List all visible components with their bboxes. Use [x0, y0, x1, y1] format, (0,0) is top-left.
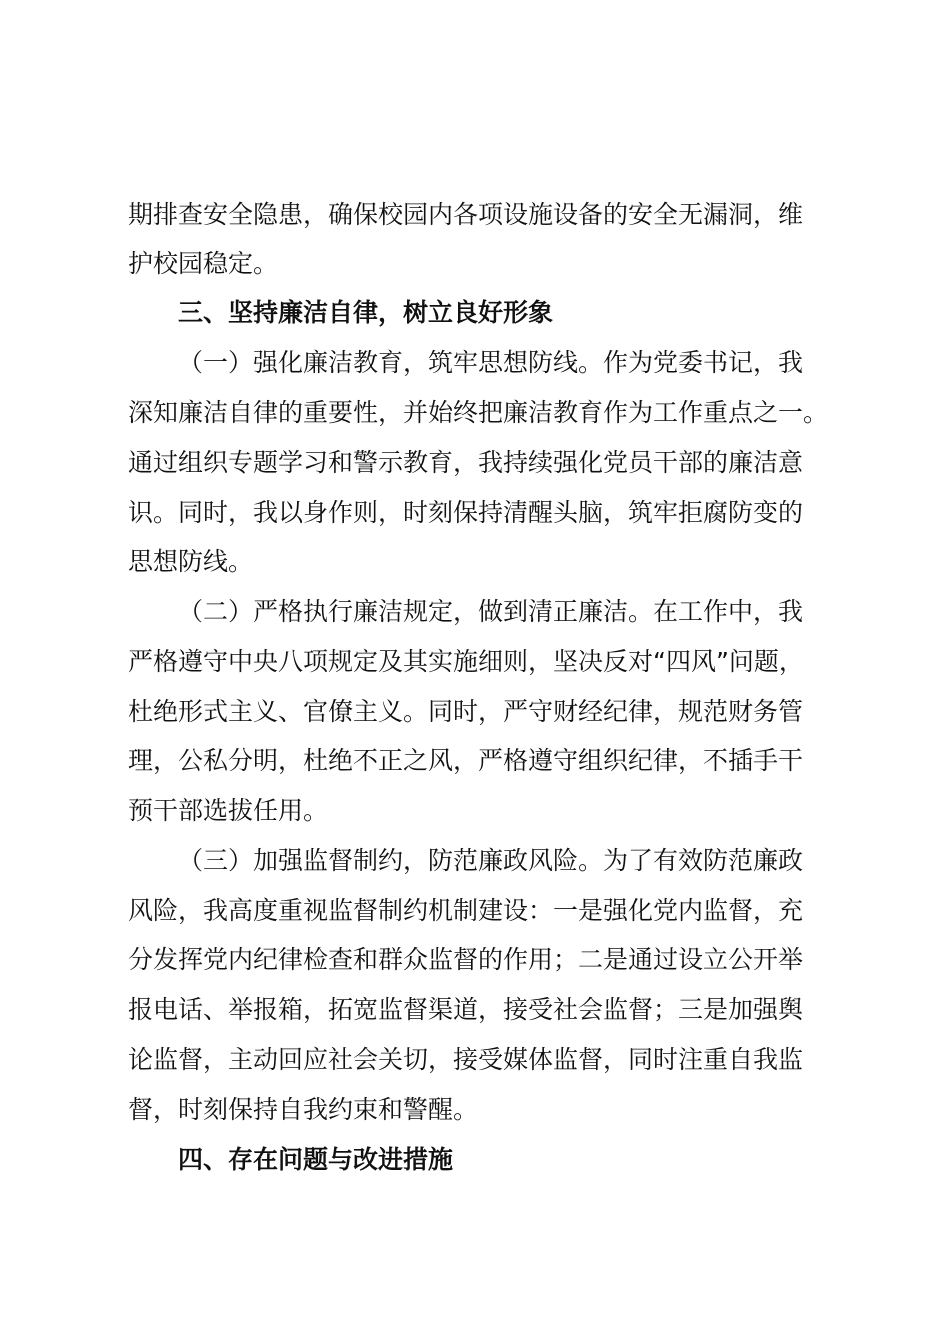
paragraph-line: 报电话、举报箱，拓宽监督渠道，接受社会监督；三是加强舆: [128, 995, 804, 1024]
paragraph-line: 通过组织专题学习和警示教育，我持续强化党员干部的廉洁意: [128, 448, 804, 477]
paragraph-line: 严格遵守中央八项规定及其实施细则，坚决反对“四风”问题，: [128, 647, 804, 676]
paragraph-line: （一）强化廉洁教育，筑牢思想防线。作为党委书记，我: [178, 348, 804, 377]
paragraph-line: 护校园稳定。: [128, 249, 279, 278]
paragraph-line: 预干部选拔任用。: [128, 796, 329, 825]
paragraph-line: 分发挥党内纪律检查和群众监督的作用；二是通过设立公开举: [128, 945, 804, 974]
paragraph-line: 理，公私分明，杜绝不正之风，严格遵守组织纪律，不插手干: [128, 746, 804, 775]
section-heading: 三、坚持廉洁自律，树立良好形象: [178, 298, 554, 327]
paragraph-line: 思想防线。: [128, 547, 254, 576]
paragraph-line: （二）严格执行廉洁规定，做到清正廉洁。在工作中，我: [178, 597, 804, 626]
paragraph-line: 深知廉洁自律的重要性，并始终把廉洁教育作为工作重点之一。: [128, 398, 829, 427]
paragraph-line: 识。同时，我以身作则，时刻保持清醒头脑，筑牢拒腐防变的: [128, 498, 804, 527]
paragraph-line: 督，时刻保持自我约束和警醒。: [128, 1095, 479, 1124]
paragraph-line: 期排查安全隐患，确保校园内各项设施设备的安全无漏洞，维: [128, 200, 804, 229]
paragraph-line: 风险，我高度重视监督制约机制建设：一是强化党内监督，充: [128, 896, 804, 925]
paragraph-line: 杜绝形式主义、官僚主义。同时，严守财经纪律，规范财务管: [128, 697, 804, 726]
paragraph-line: 论监督，主动回应社会关切，接受媒体监督，同时注重自我监: [128, 1045, 804, 1074]
paragraph-line: （三）加强监督制约，防范廉政风险。为了有效防范廉政: [178, 846, 804, 875]
section-heading: 四、存在问题与改进措施: [178, 1145, 454, 1174]
